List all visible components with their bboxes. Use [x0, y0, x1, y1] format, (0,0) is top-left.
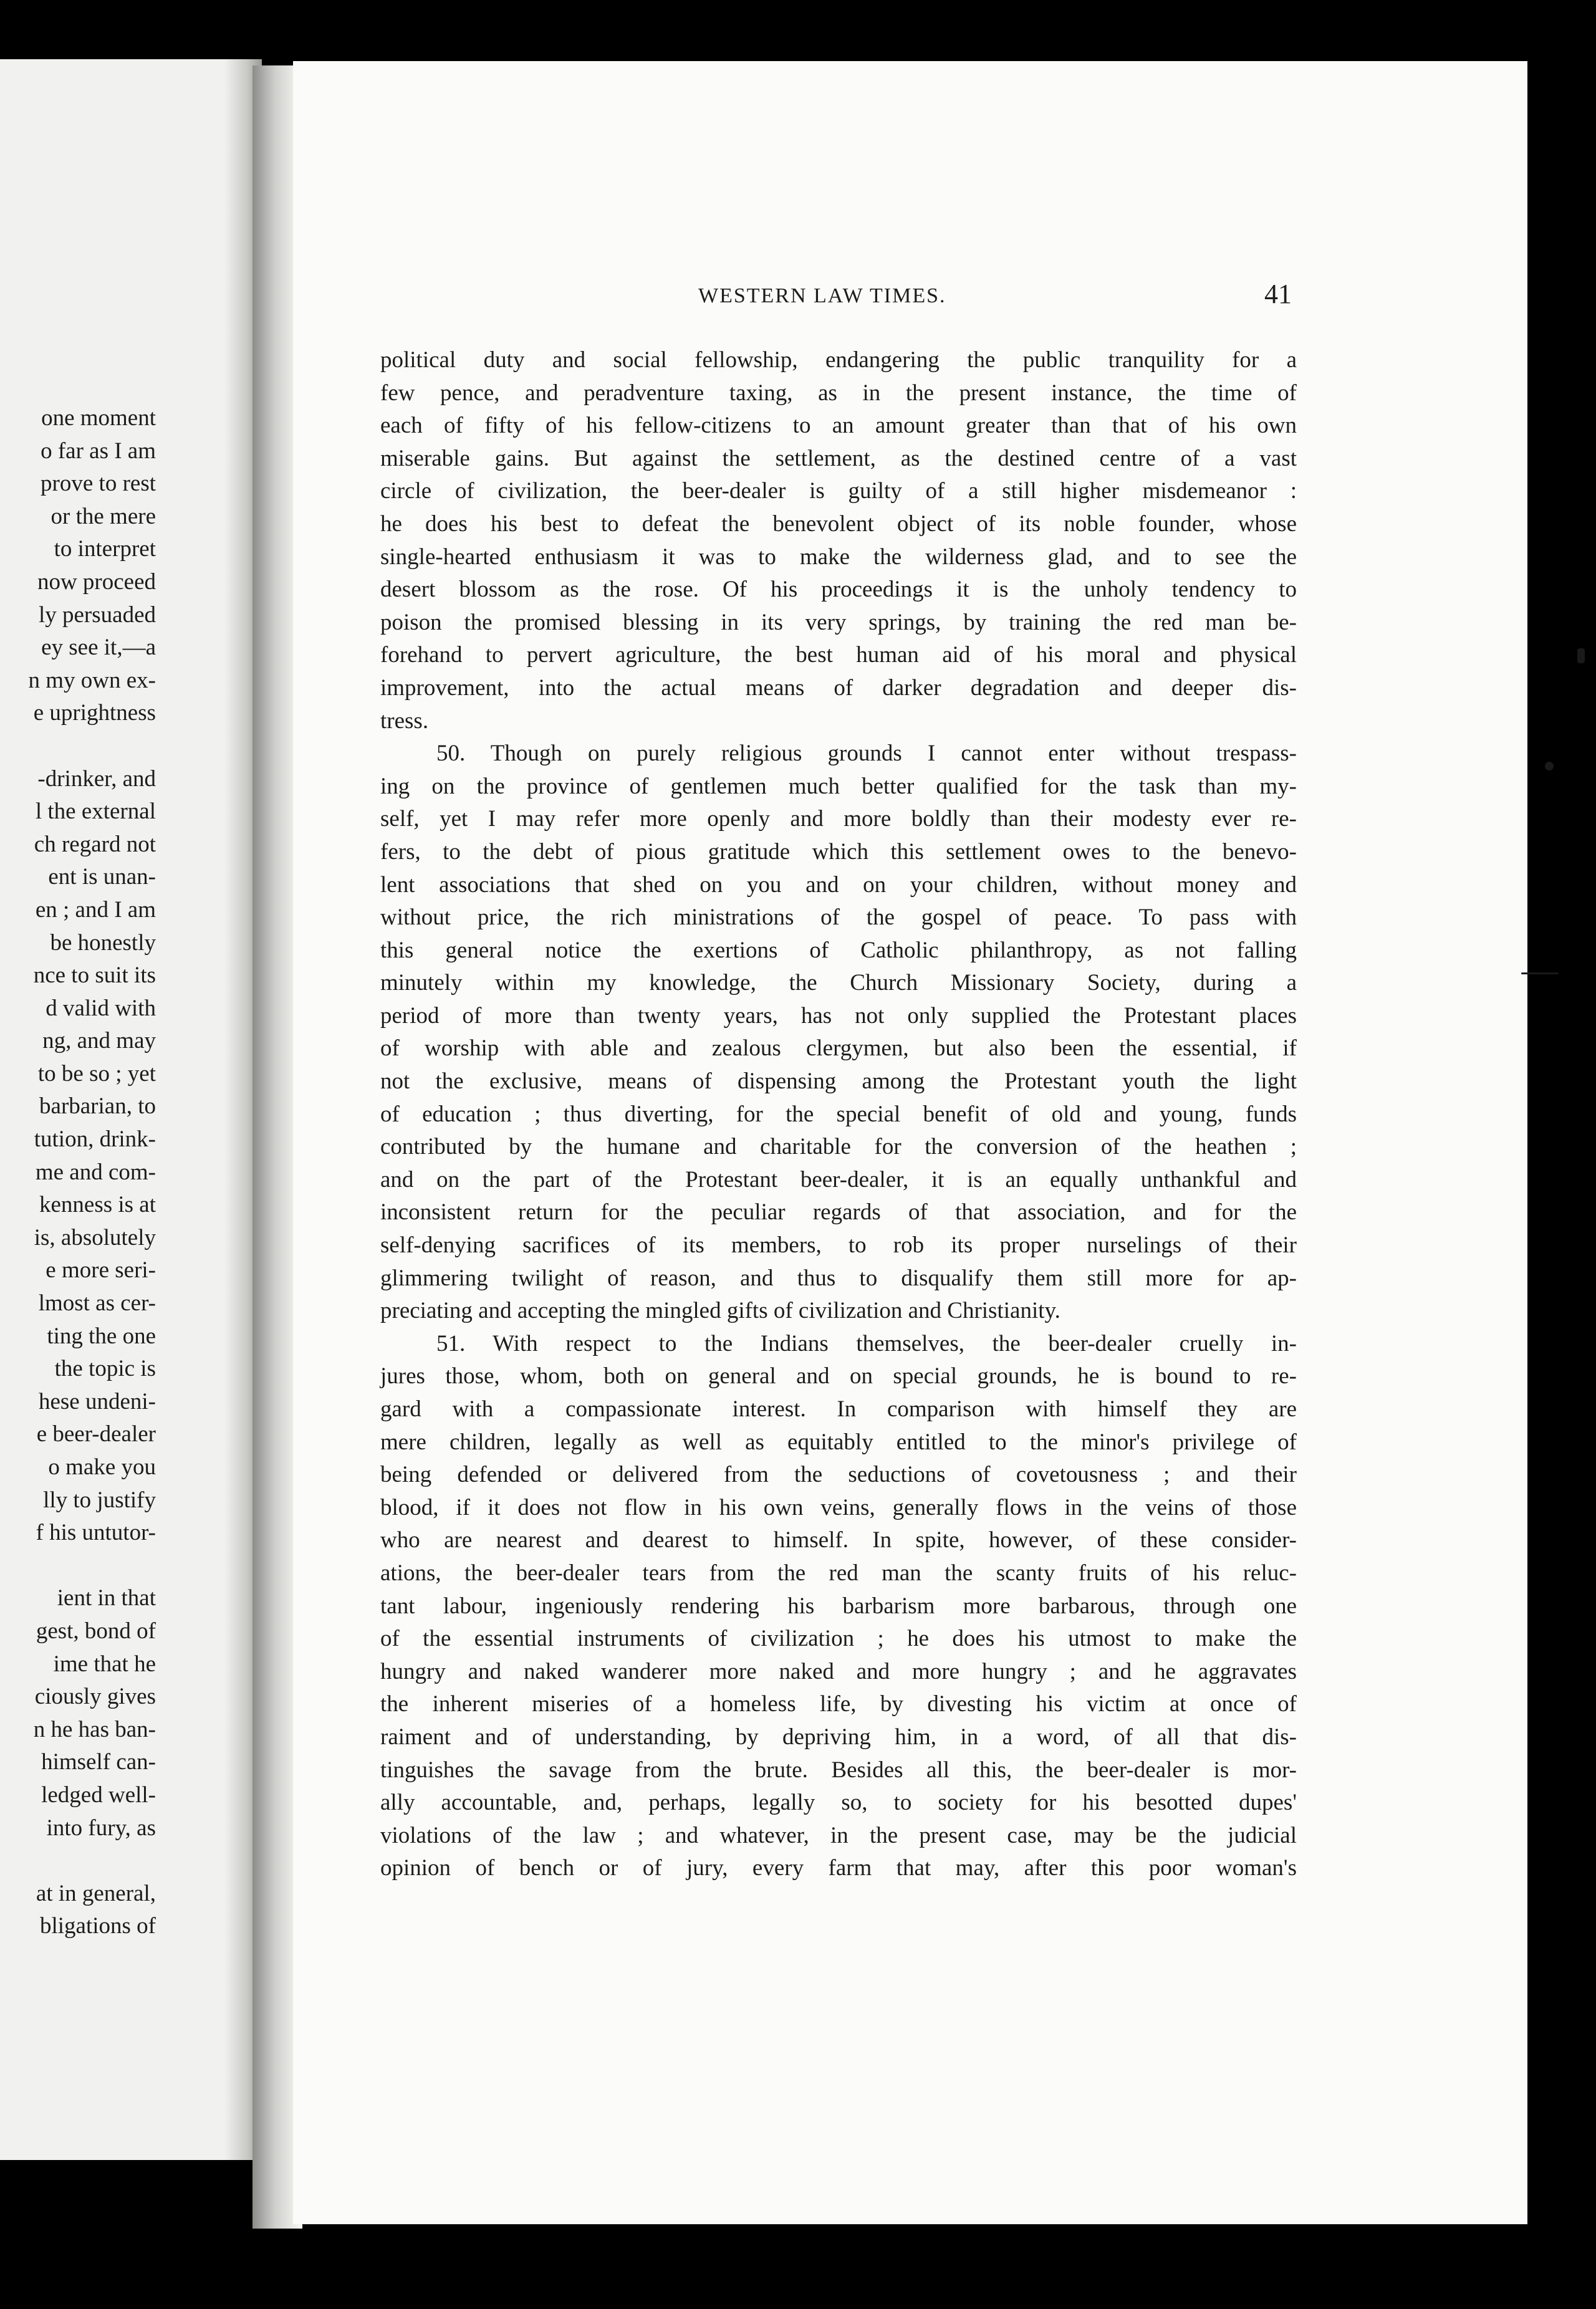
text-line: ations, the beer-dealer tears from the red man the scanty fruits of his reluc-	[380, 1560, 1297, 1586]
left-page-line: o make you	[48, 1454, 156, 1480]
text-line: glimmering twilight of reason, and thus to disqualify them still more for ap-	[380, 1265, 1297, 1291]
text-line: being defended or delivered from the seductions of covetousness ; and their	[380, 1462, 1297, 1488]
text-line: this general notice the exertions of Catholic philanthropy, as not falling	[380, 937, 1297, 963]
left-page-line: e beer-dealer	[36, 1421, 156, 1447]
text-line: not the exclusive, means of dispensing among the Protestant youth the light	[380, 1068, 1297, 1095]
left-page-line: lly to justify	[43, 1487, 156, 1513]
text-line: 50. Though on purely religious grounds I cannot enter without trespass-	[436, 741, 1297, 767]
text-line: inconsistent return for the peculiar regards of that association, and for the	[380, 1199, 1297, 1226]
left-page-line	[0, 1845, 156, 1878]
left-page-line: ient in that	[57, 1585, 156, 1611]
left-page-line: at in general,	[36, 1880, 156, 1906]
left-page-line: en ; and I am	[35, 896, 156, 923]
left-page-line: to be so ; yet	[37, 1060, 156, 1087]
page-header	[698, 279, 1292, 319]
left-page-line: nce to suit its	[33, 962, 156, 989]
left-page-line: hese undeni-	[38, 1388, 156, 1414]
text-line: raiment and of understanding, by depriving him, in a word, of all that dis-	[380, 1724, 1297, 1750]
body-text	[380, 344, 1297, 1885]
left-page-line: ng, and may	[42, 1028, 156, 1054]
left-page-line	[0, 730, 156, 763]
text-line: tinguishes the savage from the brute. Besides all this, the beer-dealer is mor-	[380, 1757, 1297, 1783]
text-line: of education ; thus diverting, for the special benefit of old and young, funds	[380, 1101, 1297, 1127]
text-line: minutely within my knowledge, the Church Missionary Society, during a	[380, 970, 1297, 996]
left-page-line: ly persuaded	[38, 602, 156, 628]
left-page-line: gest, bond of	[36, 1618, 156, 1644]
text-line: fers, to the debt of pious gratitude which this settlement owes to the benevo-	[380, 838, 1297, 865]
text-line: circle of civilization, the beer-dealer is guilty of a still higher misdemeanor :	[380, 478, 1297, 504]
text-line: who are nearest and dearest to himself. In spite, however, of these consider-	[380, 1527, 1297, 1553]
left-page-line: tution, drink-	[34, 1126, 156, 1153]
left-page-line: barbarian, to	[39, 1093, 156, 1120]
left-page-line: kenness is at	[39, 1192, 156, 1218]
left-page-line: prove to rest	[41, 471, 156, 497]
text-line: forehand to pervert agriculture, the best human aid of his moral and physical	[380, 642, 1297, 668]
left-page-line: ent is unan-	[48, 864, 156, 890]
scan-speck	[1545, 762, 1554, 770]
text-line: self, yet I may refer more openly and more boldly than their modesty ever re-	[380, 806, 1297, 832]
left-page-line: e more seri-	[46, 1257, 156, 1284]
text-line: lent associations that shed on you and on your children, without money and	[380, 871, 1297, 898]
running-title: WESTERN LAW TIMES.	[698, 284, 946, 307]
left-page-line: now proceed	[37, 569, 156, 595]
text-line: blood, if it does not flow in his own veins, generally flows in the veins of those	[380, 1494, 1297, 1520]
left-page-line: me and com-	[35, 1159, 156, 1185]
left-page-line: one moment	[41, 405, 156, 431]
left-page-line: ledged well-	[41, 1782, 156, 1808]
left-page-line: ciously gives	[34, 1684, 156, 1710]
text-line: opinion of bench or of jury, every farm that may, after this poor woman's	[380, 1855, 1297, 1881]
text-line: he does his best to defeat the benevolent object of its noble founder, whose	[380, 511, 1297, 537]
left-page-line: ey see it,—a	[41, 635, 156, 661]
text-line: tress.	[380, 708, 429, 734]
text-line: miserable gains. But against the settlement, as the destined centre of a vast	[380, 445, 1297, 471]
left-page-line: to interpret	[54, 536, 156, 562]
text-line: violations of the law ; and whatever, in the present case, may be the judicial	[380, 1822, 1297, 1848]
left-page-line: the topic is	[54, 1356, 156, 1382]
text-line: contributed by the humane and charitable for the conversion of the heathen ;	[380, 1134, 1297, 1160]
text-line: tant labour, ingeniously rendering his barbarism more barbarous, through one	[380, 1593, 1297, 1619]
left-page-line: -drinker, and	[37, 766, 156, 792]
left-page-line: be honestly	[50, 929, 156, 956]
text-line: poison the promised blessing in its very springs, by training the red man be-	[380, 609, 1297, 635]
left-page-line: lmost as cer-	[38, 1290, 156, 1317]
text-line: hungry and naked wanderer more naked and more hungry ; and he aggravates	[380, 1658, 1297, 1684]
text-line: few pence, and peradventure taxing, as in the present instance, the time of	[380, 380, 1297, 406]
left-page-line: ch regard not	[34, 831, 156, 857]
text-line: without price, the rich ministrations of the gospel of peace. To pass with	[380, 905, 1297, 931]
left-page	[0, 59, 262, 2160]
left-page-line: ime that he	[53, 1651, 156, 1677]
left-page-line: himself can-	[41, 1749, 156, 1775]
page-number: 41	[1264, 279, 1292, 309]
text-line: desert blossom as the rose. Of his proceedings it is the unholy tendency to	[380, 577, 1297, 603]
text-line: preciating and accepting the mingled gifts of civilization and Christianity.	[380, 1298, 1060, 1324]
text-line: each of fifty of his fellow-citizens to an amount greater than that of his own	[380, 413, 1297, 439]
text-line: period of more than twenty years, has not only supplied the Protestant places	[380, 1002, 1297, 1029]
text-line: the inherent miseries of a homeless life, by divesting his victim at once of	[380, 1691, 1297, 1717]
left-page-line: ting the one	[47, 1323, 156, 1349]
text-line: single-hearted enthusiasm it was to make the wilderness glad, and to see the	[380, 544, 1297, 570]
text-line: ally accountable, and, perhaps, legally so, to society for his besotted dupes'	[380, 1790, 1297, 1816]
text-line: of the essential instruments of civilization ; he does his utmost to make the	[380, 1626, 1297, 1652]
text-line: 51. With respect to the Indians themselves, the beer-dealer cruelly in-	[436, 1330, 1297, 1356]
scan-speck	[1577, 648, 1585, 663]
left-page-line: or the mere	[50, 503, 156, 529]
text-line: gard with a compassionate interest. In comparison with himself they are	[380, 1396, 1297, 1422]
left-page-line: d valid with	[46, 995, 156, 1021]
text-line: of worship with able and zealous clergymen, but also been the essential, if	[380, 1035, 1297, 1062]
left-page-line: o far as I am	[41, 438, 156, 464]
left-page-line: e uprightness	[33, 700, 156, 726]
text-line: self-denying sacrifices of its members, to rob its proper nurselings of their	[380, 1232, 1297, 1259]
text-line: and on the part of the Protestant beer-dealer, it is an equally unthankful and	[380, 1166, 1297, 1193]
left-page-line: l the external	[35, 799, 156, 825]
left-page-line	[0, 1550, 156, 1583]
text-line: jures those, whom, both on general and on special grounds, he is bound to re-	[380, 1363, 1297, 1390]
text-line: improvement, into the actual means of darker degradation and deeper dis-	[380, 674, 1297, 701]
text-line: political duty and social fellowship, endangering the public tranquility for a	[380, 347, 1297, 373]
scan-speck	[1521, 972, 1559, 974]
left-page-text	[0, 402, 156, 1943]
text-line: ing on the province of gentlemen much better qualified for the task than my-	[380, 773, 1297, 799]
left-page-line: n he has ban-	[33, 1716, 156, 1742]
left-page-line: bligations of	[39, 1913, 156, 1939]
left-page-line: is, absolutely	[34, 1224, 156, 1251]
left-page-line: into fury, as	[46, 1815, 156, 1841]
left-page-line: n my own ex-	[28, 667, 156, 693]
text-line: mere children, legally as well as equitably entitled to the minor's privilege of	[380, 1429, 1297, 1455]
left-page-line: f his untutor-	[36, 1520, 156, 1546]
